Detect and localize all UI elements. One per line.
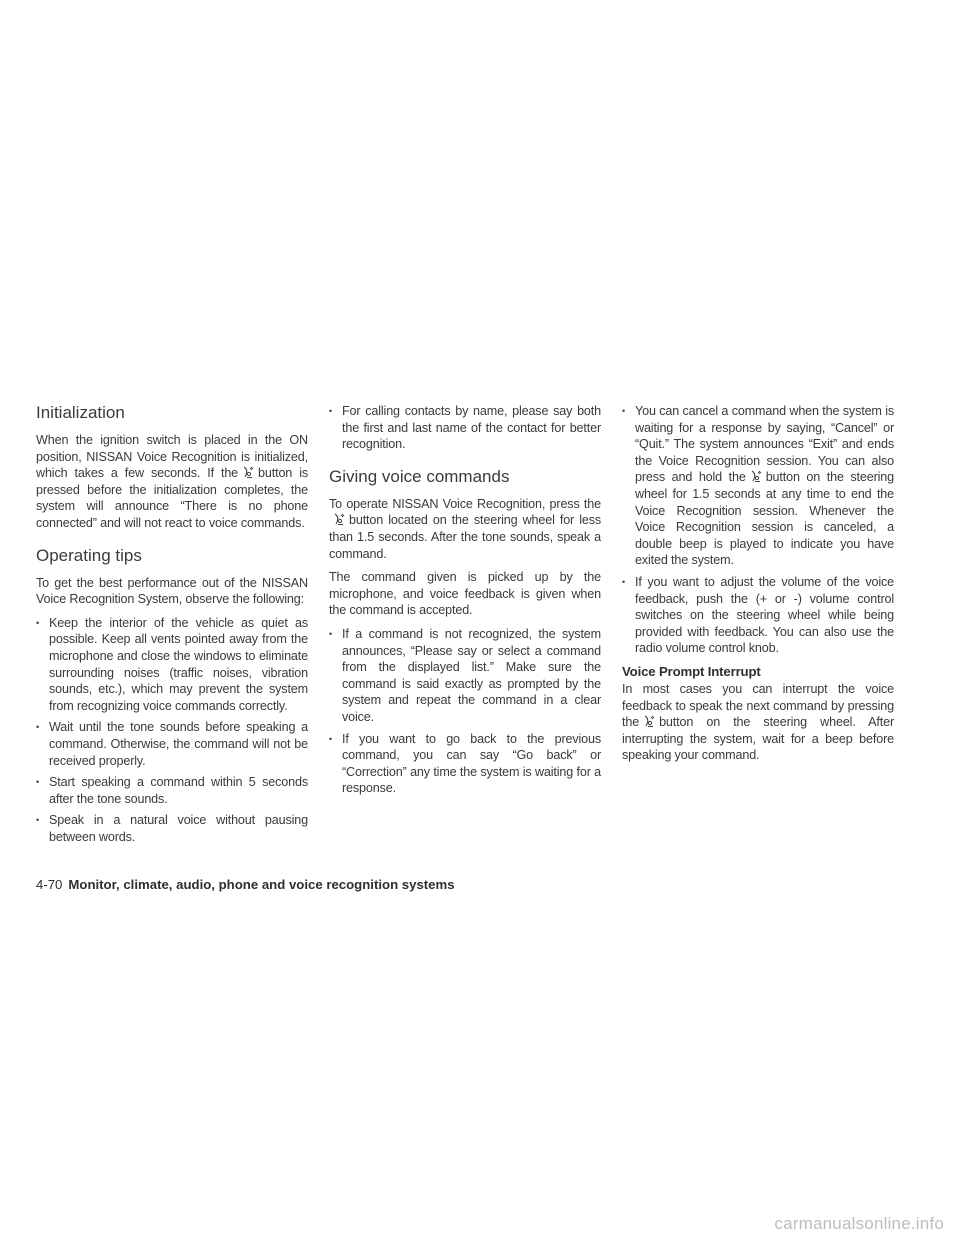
section-title: Monitor, climate, audio, phone and voice recognition systems: [68, 877, 455, 892]
list-item: • If a command is not recognized, the system announces, “Please say or select a command from the displayed list.” Make sure the command is said exactly as prompted by the system and repeat the command in a clear voice.: [329, 626, 601, 726]
command-feedback-paragraph: The command given is picked up by the microphone, and voice feedback is given when the command is accepted.: [329, 570, 601, 618]
giving-commands-text-part1: To operate NISSAN Voice Recognition, press the: [329, 496, 601, 511]
column-right: [622, 403, 894, 771]
talk-switch-icon: [642, 714, 656, 728]
operating-tips-list: [36, 615, 308, 846]
talk-switch-icon: [241, 465, 255, 479]
operating-tips-intro: To get the best performance out of the NISSAN Voice Recognition System, observe the following:: [36, 575, 308, 607]
list-item: • Wait until the tone sounds before speaking a command. Otherwise, the command will not be received properly.: [36, 719, 308, 769]
talk-switch-icon: [749, 469, 763, 483]
operating-tips-list-continued: [329, 403, 601, 453]
list-item: • Speak in a natural voice without pausing between words.: [36, 812, 308, 845]
heading-voice-prompt-interrupt: Voice Prompt Interrupt: [622, 663, 761, 679]
list-item: • If you want to adjust the volume of the voice feedback, push the (+ or -) volume control switches on the steering wheel while being provided with feedback. You can also use the radio volume control knob.: [622, 574, 894, 657]
giving-commands-paragraph: [329, 496, 601, 562]
column-left: [36, 403, 308, 851]
giving-commands-text-part2: button located on the steering wheel for less than 1.5 seconds. After the tone sounds, speak a command.: [329, 513, 601, 561]
list-item: • Keep the interior of the vehicle as quiet as possible. Keep all vents pointed away from the microphone and close the windows to eliminate surrounding noises (traffic noises, vibration sounds, etc.), which may prevent the system from recognizing voice commands correctly.: [36, 615, 308, 715]
giving-commands-list: [329, 626, 601, 797]
list-item: [622, 403, 894, 569]
interrupt-text-part1: In most cases you can interrupt the voice feedback to speak the next command by pressing the: [622, 681, 894, 730]
heading-operating-tips: Operating tips: [36, 545, 142, 565]
list-item: • For calling contacts by name, please say both the first and last name of the contact for better recognition.: [329, 403, 601, 453]
heading-giving-voice-commands: Giving voice commands: [329, 466, 510, 486]
initialization-text-part1: When the ignition switch is placed in the ON position, NISSAN Voice Recognition is initialized, which takes a few seconds. If the: [36, 433, 308, 481]
heading-initialization: Initialization: [36, 403, 125, 422]
interrupt-paragraph: [622, 681, 894, 764]
initialization-text-part2: button is pressed before the initialization completes, the system will announce “There is no phone connected” and will not react to voice commands.: [36, 466, 309, 530]
cancel-text-part2: button on the steering wheel for 1.5 seconds at any time to end the Voice Recognition session. Whenever the Voice Recognition session is canceled, a double beep is played to indicate you have exited the system.: [635, 470, 895, 568]
cancel-volume-list: [622, 403, 894, 657]
list-item: • If you want to go back to the previous command, you can say “Go back” or “Correction” any time the system is waiting for a response.: [329, 731, 601, 797]
talk-switch-icon: [332, 512, 346, 526]
watermark: carmanualsonline.info: [774, 1214, 944, 1233]
list-item: • Start speaking a command within 5 seconds after the tone sounds.: [36, 774, 308, 807]
page-number: 4-70: [36, 877, 63, 892]
column-middle: [329, 403, 601, 803]
interrupt-text-part2: button on the steering wheel. After interrupting the system, wait for a beep before speaking your command.: [622, 715, 894, 763]
cancel-text-part1: You can cancel a command when the system is waiting for a response by saying, “Cancel” or “Quit.” The system announces “Exit” and ends the Voice Recognition session. You can also press and hold the: [635, 404, 894, 485]
page-footer: [36, 877, 455, 893]
initialization-paragraph: [36, 432, 308, 532]
